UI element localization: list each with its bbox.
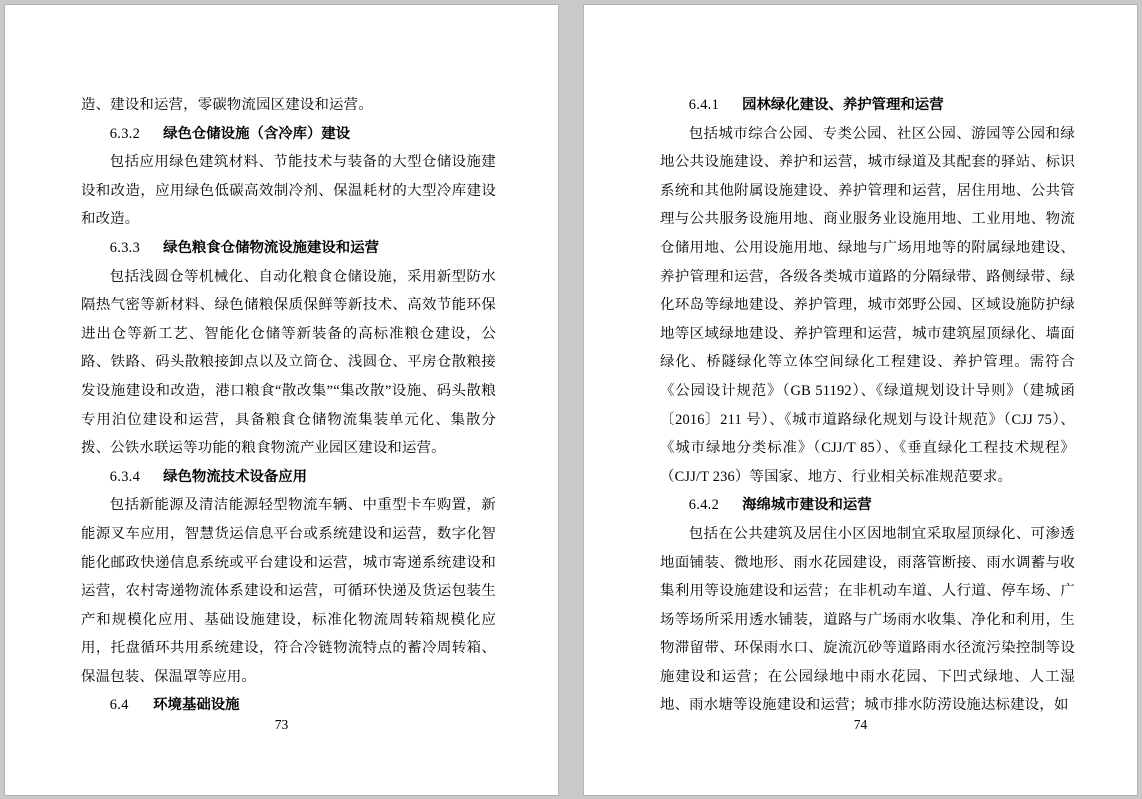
paragraph: 包括城市综合公园、专类公园、社区公园、游园等公园和绿地公共设施建设、养护和运营，城市绿道及其配套的驿站、标识系统和其他附属设施建设、养护管理和运营，居住用地、公共管理与公共服务设施用地、商业服务业设施用地、工业用地、物流仓储用地、公用设施用地、绿地与广场用地等的附属绿地建设、养护管理和运营，各级各类城市道路的分隔绿带、路侧绿带、绿化环岛等绿地建设、养护管理，城市郊野公园、区域设施防护绿地等区域绿地建设、养护管理和运营，城市建筑屋顶绿化、墙面绿化、桥隧绿化等立体空间绿化工程建设、养护管理。需符合《公园设计规范》（GB 51192）、《绿道规划设计导则》（建城函〔2016〕211 号）、《城市道路绿化规划与设计规范》（CJJ 75）、《城市绿地分类标准》（CJJ/T 85）、《垂直绿化工程技术规程》（CJJ/T 236）等国家、地方、行业相关标准规范要求。 [660, 125, 1075, 485]
page-number: 73 [274, 717, 289, 732]
paragraph: 包括新能源及清洁能源轻型物流车辆、中重型卡车购置，新能源叉车应用，智慧货运信息平台或系统建设和运营，数字化智能化邮政快递信息系统或平台建设和运营，城市寄递系统建设和运营，农村寄递物流体系建设和运营，可循环快递及货运包装生产和规模化应用、基础设施建设，标准化物流周转箱规模化应用，托盘循环共用系统建设，符合冷链物流特点的蓄冷周转箱、保温包装、保温罩等应用。 [81, 497, 496, 685]
paragraph: 造、建设和运营，零碳物流园区建设和运营。 [81, 97, 373, 113]
page-74-body [660, 91, 1075, 714]
page-number: 74 [853, 717, 868, 732]
section-heading-6-3-4 [81, 463, 496, 492]
paragraph: 包括在公共建筑及居住小区因地制宜采取屋顶绿化、可渗透地面铺装、微地形、雨水花园建设，雨落管断接、雨水调蓄与收集利用等设施建设和运营；在非机动车道、人行道、停车场、广场等场所采用透水铺装，道路与广场雨水收集、净化和利用，生物滞留带、环保雨水口、旋流沉砂等道路雨水径流污染控制等设施建设和运营；在公园绿地中雨水花园、下凹式绿地、人工湿地、雨水塘等设施建设和运营；城市排水防涝设施达标建设，如 [660, 525, 1075, 714]
heading-text: 绿色粮食仓储物流设施建设和运营 [163, 239, 379, 256]
heading-number: 6.3.3 [109, 239, 141, 256]
heading-text: 海绵城市建设和运营 [742, 497, 872, 514]
heading-text: 绿色物流技术设备应用 [163, 468, 308, 485]
document-page-73 [5, 5, 558, 795]
heading-number: 6.4 [109, 697, 129, 714]
section-heading-6-3-2 [81, 120, 496, 149]
paragraph: 包括浅圆仓等机械化、自动化粮食仓储设施，采用新型防水隔热气密等新材料、绿色储粮保质保鲜等新技术、高效节能环保进出仓等新工艺、智能化仓储等新装备的高标准粮仓建设，公路、铁路、码头散粮接卸点以及立筒仓、浅圆仓、平房仓散粮接发设施建设和改造，港口粮食“散改集”“集改散”设施、码头散粮专用泊位建设和运营，具备粮食仓储物流集装单元化、集散分拨、公铁水联运等功能的粮食物流产业园区建设和运营。 [81, 268, 496, 457]
heading-number: 6.3.2 [109, 125, 141, 142]
document-page-74 [584, 5, 1137, 795]
section-heading-6-4-1 [660, 91, 1075, 120]
heading-text: 绿色仓储设施（含冷库）建设 [163, 125, 351, 142]
heading-text: 园林绿化建设、养护管理和运营 [742, 97, 944, 113]
paragraph: 包括应用绿色建筑材料、节能技术与装备的大型仓储设施建设和改造，应用绿色低碳高效制冷剂、保温耗材的大型冷库建设和改造。 [81, 154, 496, 228]
section-heading-6-4-2 [660, 491, 1075, 520]
section-heading-6-4 [81, 691, 496, 720]
heading-number: 6.4.2 [688, 497, 720, 514]
heading-number: 6.4.1 [688, 97, 720, 113]
section-heading-6-3-3 [81, 234, 496, 263]
heading-text: 环境基础设施 [153, 697, 240, 714]
page-73-body [81, 91, 496, 714]
heading-number: 6.3.4 [109, 468, 141, 485]
